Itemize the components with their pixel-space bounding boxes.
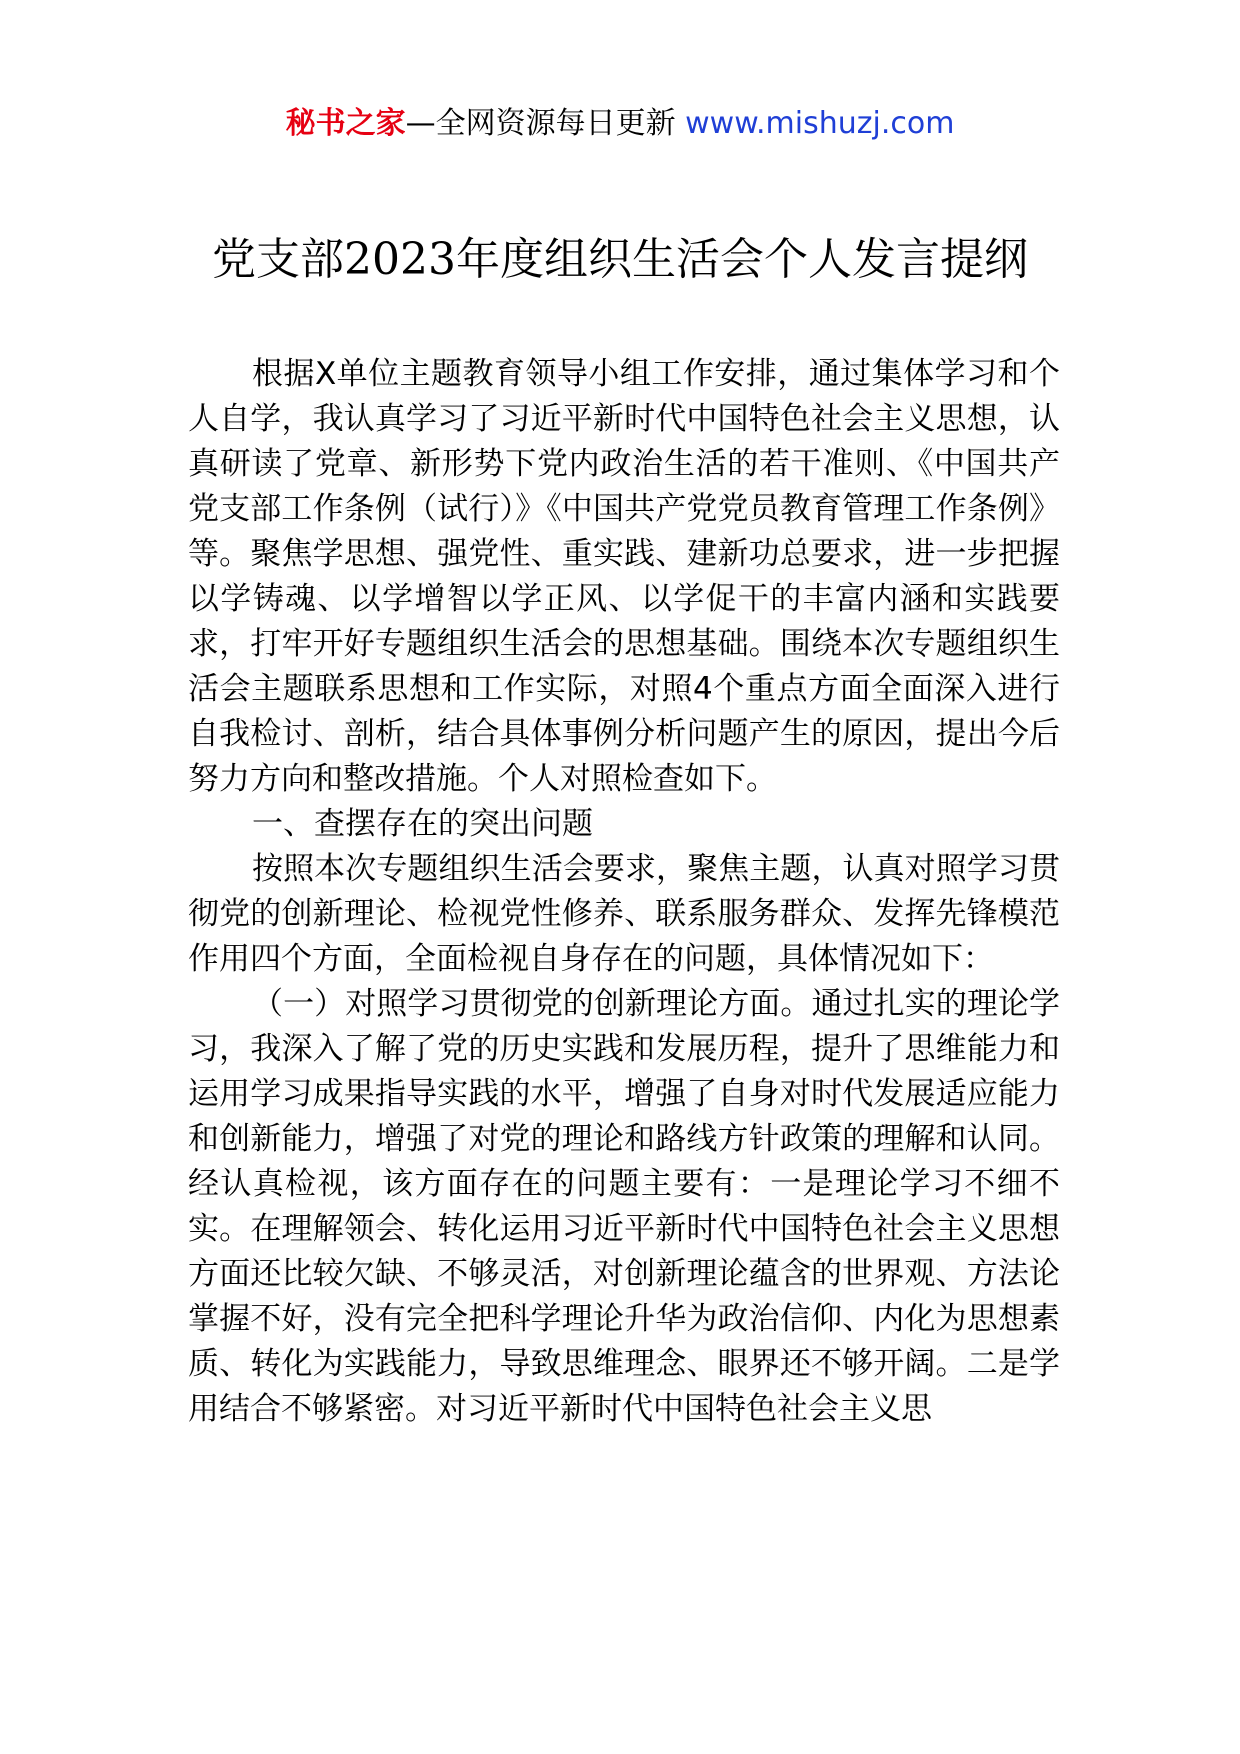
site-tagline: —全网资源每日更新	[405, 106, 676, 141]
site-url-link[interactable]: www.mishuzj.com	[685, 106, 955, 141]
subsection-paragraph: （一）对照学习贯彻党的创新理论方面。通过扎实的理论学习，我深入了解了党的历史实践和发展历程，提升了思维能力和运用学习成果指导实践的水平，增强了自身对时代发展适应能力和创新能力，增强了对党的理论和路线方针政策的理解和认同。经认真检视，该方面存在的问题主要有：一是理论学习不细不实。在理解领会、转化运用习近平新时代中国特色社会主义思想方面还比较欠缺、不够灵活，对创新理论蕴含的世界观、方法论掌握不好，没有完全把科学理论升华为政治信仰、内化为思想素质、转化为实践能力，导致思维理念、眼界还不够开阔。二是学用结合不够紧密。对习近平新时代中国特色社会主义思	[188, 986, 1060, 1427]
intro-paragraph: 根据X单位主题教育领导小组工作安排，通过集体学习和个人自学，我认真学习了习近平新时代中国特色社会主义思想，认真研读了党章、新形势下党内政治生活的若干准则、《中国共产党支部工作条例（试行）》《中国共产党党员教育管理工作条例》等。聚焦学思想、强党性、重实践、建新功总要求，进一步把握以学铸魂、以学增智以学正风、以学促干的丰富内涵和实践要求，打牢开好专题组织生活会的思想基础。围绕本次专题组织生活会主题联系思想和工作实际，对照4个重点方面全面深入进行自我检讨、剖析，结合具体事例分析问题产生的原因，提出今后努力方向和整改措施。个人对照检查如下。	[188, 356, 1060, 797]
document-title: 党支部2023年度组织生活会个人发言提纲	[212, 234, 1028, 285]
section-heading: 一、查摆存在的突出问题	[252, 806, 593, 842]
document-body	[188, 352, 1060, 1432]
site-brand: 秘书之家	[285, 106, 406, 141]
site-header	[0, 100, 1240, 148]
section-paragraph: 按照本次专题组织生活会要求，聚焦主题，认真对照学习贯彻党的创新理论、检视党性修养、联系服务群众、发挥先锋模范作用四个方面，全面检视自身存在的问题，具体情况如下：	[188, 851, 1060, 977]
